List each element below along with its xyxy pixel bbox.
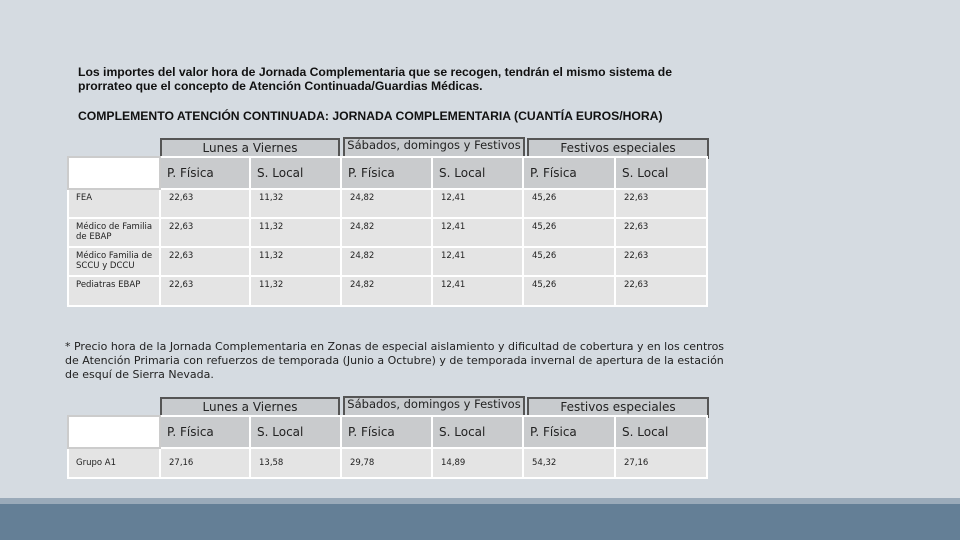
column-header: P. Física [160,157,250,189]
grupo-a1-table [67,415,708,479]
table-cell: 45,26 [523,276,615,306]
row-label: Médico Familia de SCCU y DCCU [68,247,160,276]
column-header: S. Local [615,416,707,448]
intro-paragraph: Los importes del valor hora de Jornada Complementaria que se recogen, tendrán el mismo sistema de prorrateo que el concepto de Atención Continuada/Guardias Médicas. [78,65,672,93]
table-cell: 29,78 [341,448,432,478]
footnote: * Precio hora de la Jornada Complementaria en Zonas de especial aislamiento y dificultad de cobertura y en los centros de Atención Primaria con refuerzos de temporada (Junio a Octubre) y de temporada invernal de apertura de la estación de esquí de Sierra Nevada. [65,340,725,381]
column-header-row [68,416,707,448]
corner-cell [68,157,160,189]
group-header-weekends: Sábados, domingos y Festivos [343,137,525,160]
table-cell: 22,63 [160,276,250,306]
column-header: S. Local [250,157,341,189]
column-header: P. Física [523,157,615,189]
jornada-table [67,156,708,307]
row-label: Pediatras EBAP [68,276,160,306]
column-header-row [68,157,707,189]
table-cell: 11,32 [250,276,341,306]
group-header-weekdays: Lunes a Viernes [160,138,340,159]
table-cell: 22,63 [160,189,250,218]
table-cell: 22,63 [615,247,707,276]
table-cell: 45,26 [523,189,615,218]
group-header-weekends: Sábados, domingos y Festivos [343,396,525,419]
table-cell: 24,82 [341,276,432,306]
table-row [68,448,707,478]
table-cell: 11,32 [250,189,341,218]
row-label: FEA [68,189,160,218]
table-cell: 22,63 [160,247,250,276]
column-header: S. Local [432,416,523,448]
table-cell: 27,16 [615,448,707,478]
table-cell: 22,63 [615,276,707,306]
table-row [68,189,707,218]
footer-bar [0,504,960,540]
table-cell: 54,32 [523,448,615,478]
section-heading: COMPLEMENTO ATENCIÓN CONTINUADA: JORNADA COMPLEMENTARIA (CUANTÍA EUROS/HORA) [78,109,663,123]
column-header: P. Física [523,416,615,448]
table-row [68,276,707,306]
table-cell: 12,41 [432,189,523,218]
table-cell: 45,26 [523,218,615,247]
table-cell: 27,16 [160,448,250,478]
row-label: Médico de Familia de EBAP [68,218,160,247]
table-row [68,218,707,247]
column-header: S. Local [250,416,341,448]
table-cell: 22,63 [615,189,707,218]
column-header: P. Física [160,416,250,448]
column-header: P. Física [341,157,432,189]
table-cell: 24,82 [341,189,432,218]
table-cell: 12,41 [432,276,523,306]
column-header: S. Local [432,157,523,189]
table-cell: 14,89 [432,448,523,478]
table-cell: 12,41 [432,247,523,276]
table-row [68,247,707,276]
row-label: Grupo A1 [68,448,160,478]
group-header-holidays: Festivos especiales [527,397,709,418]
table-cell: 11,32 [250,247,341,276]
group-header-holidays: Festivos especiales [527,138,709,159]
table-cell: 13,58 [250,448,341,478]
table-cell: 45,26 [523,247,615,276]
table-cell: 22,63 [615,218,707,247]
table-cell: 24,82 [341,247,432,276]
group-header-weekdays: Lunes a Viernes [160,397,340,418]
column-header: P. Física [341,416,432,448]
table-cell: 11,32 [250,218,341,247]
table-cell: 12,41 [432,218,523,247]
table-cell: 22,63 [160,218,250,247]
column-header: S. Local [615,157,707,189]
table-cell: 24,82 [341,218,432,247]
corner-cell [68,416,160,448]
